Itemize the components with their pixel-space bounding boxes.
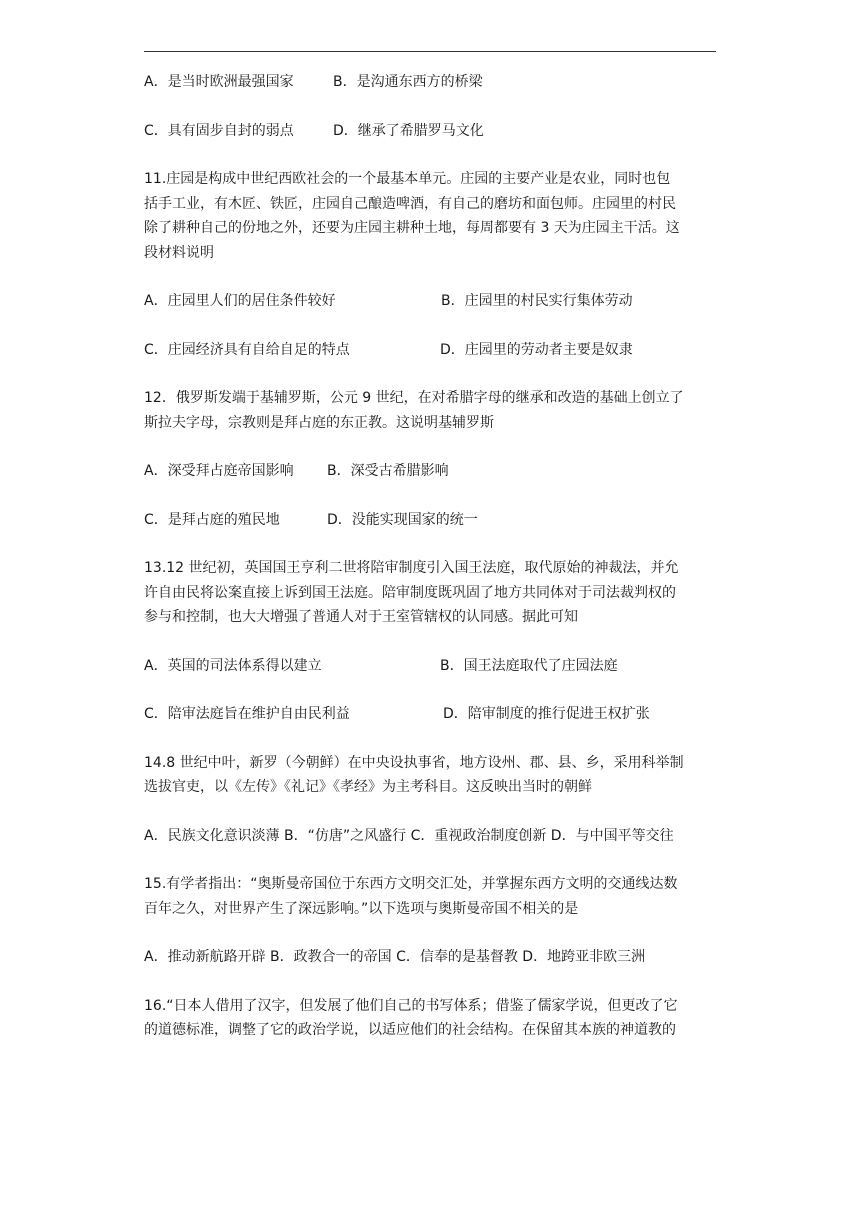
q12-options-row-2 [144, 508, 716, 533]
q14-options-line[interactable]: A．民族文化意识淡薄 B．“仿唐”之风盛行 C．重视政治制度创新 D．与中国平等交往 [144, 827, 674, 844]
q13-stem-line: 参与和控制，也大大增强了普通人对于王室管辖权的认同感。据此可知 [144, 609, 578, 625]
q11-option-b[interactable]: B．庄园里的村民实行集体劳动 [441, 293, 633, 309]
q15-options-line[interactable]: A．推动新航路开辟 B．政教合一的帝国 C．信奉的是基督教 D．地跨亚非欧三洲 [144, 949, 646, 965]
q14-options [144, 824, 716, 849]
q16-stem [144, 994, 716, 1043]
q15-stem [144, 872, 716, 921]
q12-option-d[interactable]: D．没能实现国家的统一 [327, 511, 478, 528]
q11-option-d[interactable]: D．庄园里的劳动者主要是奴隶 [440, 341, 633, 358]
q15-options [144, 945, 716, 970]
q11-option-a[interactable]: A．庄园里人们的居住条件较好 [144, 293, 336, 309]
exam-page [144, 70, 716, 1043]
q12-stem-line: 12．俄罗斯发端于基辅罗斯，公元 9 世纪，在对希腊字母的继承和改造的基础上创立了 [144, 390, 684, 406]
q11-option-c[interactable]: C．庄园经济具有自给自足的特点 [144, 341, 350, 358]
q12-options-row-1 [144, 459, 716, 484]
q10-option-b[interactable]: B．是沟通东西方的桥梁 [333, 74, 483, 90]
q11-stem-line: 11.庄园是构成中世纪西欧社会的一个最基本单元。庄园的主要产业是农业，同时也包 [144, 171, 671, 187]
q10-option-c[interactable]: C．具有固步自封的弱点 [144, 122, 294, 139]
q16-stem-line: 16.“日本人借用了汉字，但发展了他们自己的书写体系；借鉴了儒家学说，但更改了它 [144, 997, 678, 1014]
header-rule [144, 51, 716, 52]
q12-stem-line: 斯拉夫字母，宗教则是拜占庭的东正教。这说明基辅罗斯 [144, 414, 494, 431]
q16-stem-line: 的道德标准，调整了它的政治学说，以适应他们的社会结构。在保留其本族的神道教的 [144, 1022, 676, 1038]
q11-stem [144, 167, 716, 265]
q13-stem-line: 许自由民将讼案直接上诉到国王法庭。陪审制度既巩固了地方共同体对于司法裁判权的 [144, 584, 676, 601]
q14-stem-line: 14.8 世纪中叶，新罗（今朝鲜）在中央设执事省，地方设州、郡、县、乡，采用科举制 [144, 754, 684, 771]
q11-stem-line: 段材料说明 [144, 244, 214, 261]
q13-options-row-1 [144, 654, 716, 679]
q13-option-a[interactable]: A．英国的司法体系得以建立 [144, 657, 322, 674]
q13-stem [144, 556, 716, 630]
q13-option-b[interactable]: B．国王法庭取代了庄园法庭 [440, 657, 618, 674]
q13-options-row-2 [144, 702, 716, 727]
q13-option-d[interactable]: D．陪审制度的推行促进王权扩张 [443, 706, 650, 722]
q12-option-b[interactable]: B．深受古希腊影响 [327, 463, 449, 479]
q14-stem-line: 选拔官吏，以《左传》《礼记》《孝经》为主考科目。这反映出当时的朝鲜 [144, 779, 592, 795]
q12-stem [144, 386, 716, 435]
q12-option-a[interactable]: A．深受拜占庭帝国影响 [144, 463, 294, 479]
q12-option-c[interactable]: C．是拜占庭的殖民地 [144, 511, 280, 528]
q10-option-d[interactable]: D．继承了希腊罗马文化 [333, 122, 484, 139]
q10-option-a[interactable]: A．是当时欧洲最强国家 [144, 74, 294, 90]
q11-stem-line: 括手工业，有木匠、铁匠，庄园自己酿造啤酒，有自己的磨坊和面包师。庄园里的村民 [144, 195, 676, 212]
q11-stem-line: 除了耕种自己的份地之外，还要为庄园主耕种土地，每周都要有 3 天为庄园主干活。这 [144, 220, 680, 236]
q13-stem-line: 13.12 世纪初，英国国王亨利二世将陪审制度引入国王法庭，取代原始的神裁法，并允 [144, 560, 679, 576]
q10-options-row-2 [144, 119, 716, 144]
q14-stem [144, 751, 716, 800]
q15-stem-line: 15.有学者指出：“奥斯曼帝国位于东西方文明交汇处，并掌握东西方文明的交通线达数 [144, 876, 678, 892]
q13-option-c[interactable]: C．陪审法庭旨在维护自由民利益 [144, 706, 350, 722]
q11-options-row-2 [144, 338, 716, 363]
q11-options-row-1 [144, 289, 716, 314]
q10-options-row-1 [144, 70, 716, 95]
q15-stem-line: 百年之久，对世界产生了深远影响。”以下选项与奥斯曼帝国不相关的是 [144, 900, 579, 917]
